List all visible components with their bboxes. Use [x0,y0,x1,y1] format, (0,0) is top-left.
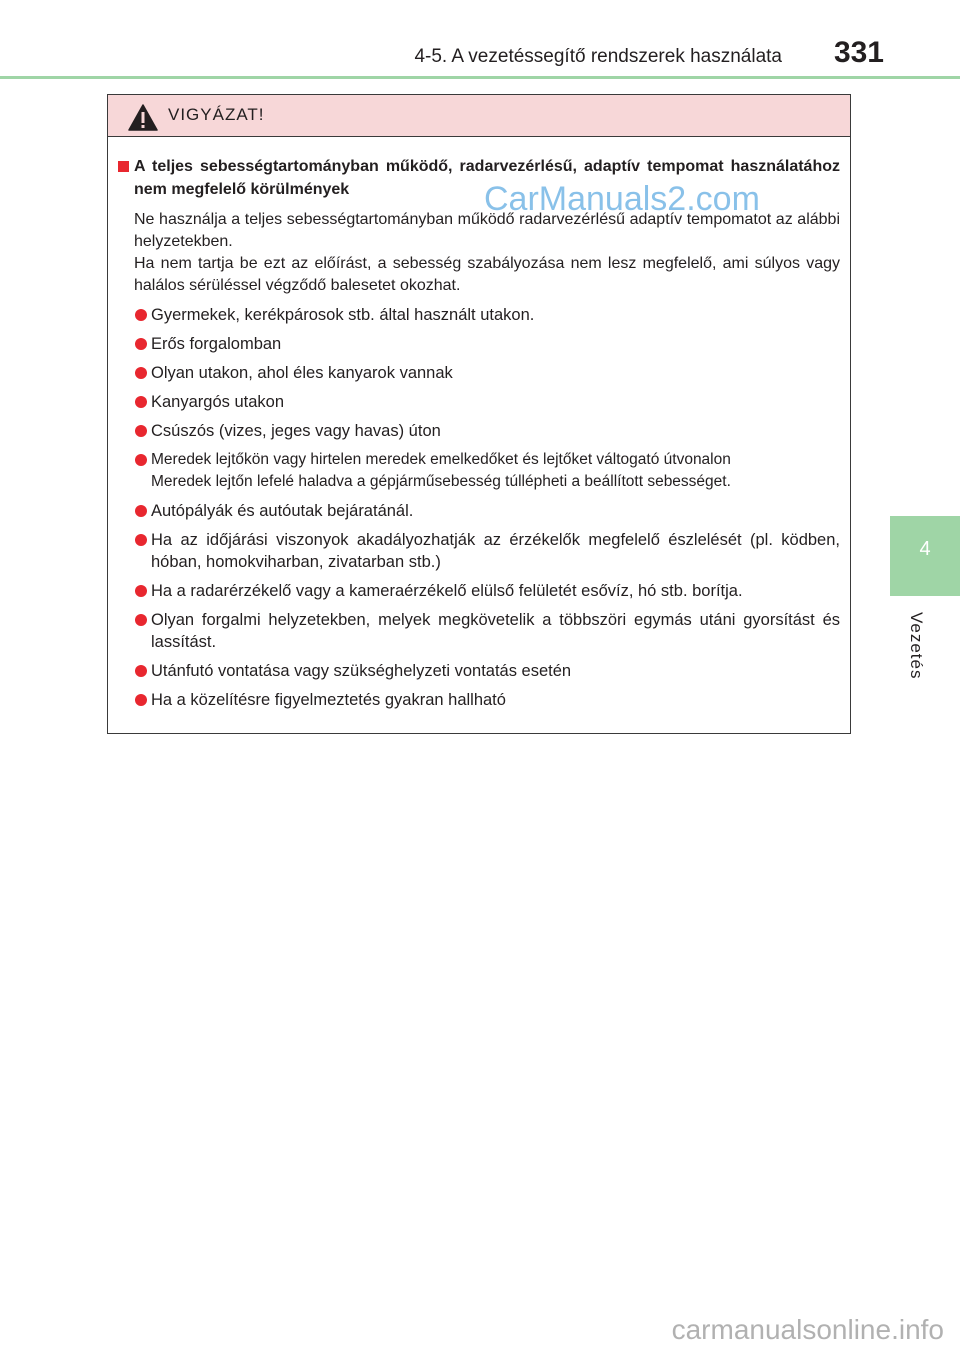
bullet-dot-icon [135,694,147,706]
list-item-text: Meredek lejtőkön vagy hirtelen meredek emelkedőket és lejtőket váltogató útvonalon [151,451,731,468]
bullet-dot-icon [135,505,147,517]
intro-line-1: Ne használja a teljes sebességtartományban működő radarvezérlésű adaptív tempomatot az alábbi helyzetekben. [134,211,840,250]
list-item [118,420,840,442]
condition-list [118,304,840,711]
list-item [118,660,840,682]
caution-body [108,137,850,711]
list-item-text: Ha az időjárási viszonyok akadályozhatják az érzékelők megfelelő észlelését (pl. ködben, hóban, homokviharban, zivatarban stb.) [151,531,840,571]
bullet-dot-icon [135,367,147,379]
list-item-text: Olyan utakon, ahol éles kanyarok vannak [151,364,453,382]
list-item-text: Olyan forgalmi helyzetekben, melyek megkövetelik a többszöri egymás utáni gyorsítást és lassítást. [151,611,840,651]
bullet-dot-icon [135,396,147,408]
watermark-bottom: carmanualsonline.info [671,1314,944,1345]
list-item [118,500,840,522]
list-item [118,333,840,355]
warning-icon [128,104,158,131]
bullet-dot-icon [135,338,147,350]
bullet-dot-icon [135,614,147,626]
square-bullet-icon [118,161,129,172]
list-item-text: Erős forgalomban [151,335,282,353]
chapter-tab [890,516,960,596]
chapter-label: Vezetés [907,612,926,680]
list-item [118,391,840,413]
list-item-text: Csúszós (vizes, jeges vagy havas) úton [151,422,441,440]
intro-line-2: Ha nem tartja be ezt az előírást, a sebesség szabályozása nem lesz megfelelő, ami súlyos vagy halálos sérüléssel végződő balesetet okozhat. [134,255,840,294]
list-item-text: Kanyargós utakon [151,393,285,411]
bullet-dot-icon [135,309,147,321]
caution-header [108,95,850,137]
list-item [118,449,840,493]
list-item-text: Ha a radarérzékelő vagy a kameraérzékelő elülső felületét esővíz, hó stb. borítja. [151,582,743,600]
bullet-dot-icon [135,425,147,437]
chapter-number: 4 [919,538,931,560]
bullet-dot-icon [135,665,147,677]
list-item [118,689,840,711]
list-item [118,609,840,653]
list-item-subtext: Meredek lejtőn lefelé haladva a gépjárműsebesség túllépheti a beállított sebességet. [151,473,731,490]
list-item [118,529,840,573]
caution-section-title: A teljes sebességtartományban működő, radarvezérlésű, adaptív tempomat használatához nem megfelelő körülmények [134,158,840,198]
intro-paragraph [118,209,840,297]
list-item [118,304,840,326]
list-item-text: Gyermekek, kerékpárosok stb. által használt utakon. [151,306,535,324]
watermark-top: CarManuals2.com [484,180,760,218]
list-item-text: Ha a közelítésre figyelmeztetés gyakran hallható [151,691,506,709]
list-item [118,580,840,602]
header-divider [0,76,960,79]
bullet-dot-icon [135,454,147,466]
page-number: 331 [833,36,884,69]
caution-title: VIGYÁZAT! [168,105,265,124]
bullet-dot-icon [135,585,147,597]
list-item-text: Utánfutó vontatása vagy szükséghelyzeti vontatás esetén [151,662,572,680]
bullet-dot-icon [135,534,147,546]
list-item-text: Autópályák és autóutak bejáratánál. [151,502,414,520]
list-item [118,362,840,384]
section-header-title: 4-5. A vezetéssegítő rendszerek használata [414,46,782,67]
